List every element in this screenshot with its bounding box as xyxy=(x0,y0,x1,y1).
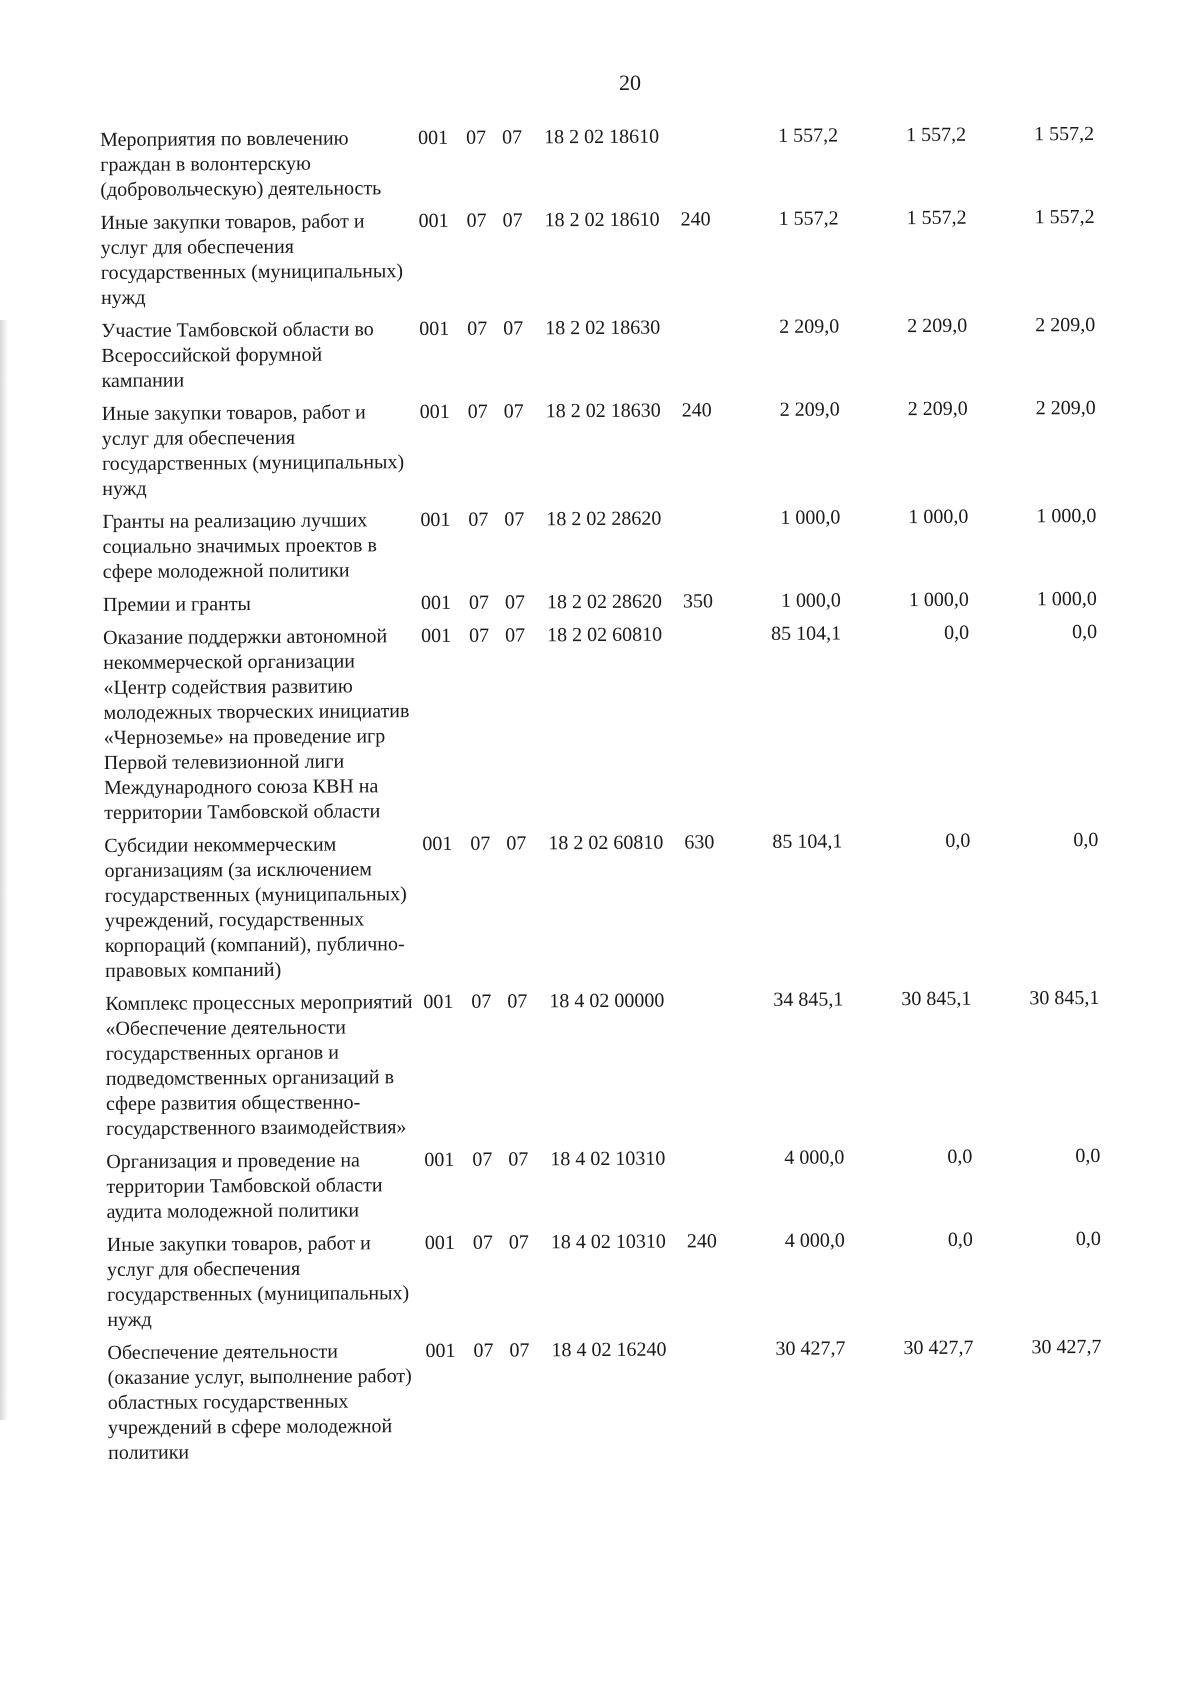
section-code: 07 xyxy=(467,317,488,340)
budget-table xyxy=(100,122,1102,1474)
amount-year-3: 1 557,2 xyxy=(1034,205,1095,229)
amount-year-2: 0,0 xyxy=(947,1145,973,1168)
target-article-code: 18 2 02 28620 xyxy=(546,507,662,531)
expense-name: Участие Тамбовской области во Всероссийской форумной кампании xyxy=(101,318,374,392)
amount-year-2: 1 557,2 xyxy=(905,123,967,147)
amount-year-1: 2 209,0 xyxy=(779,398,840,421)
section-code: 07 xyxy=(469,624,490,647)
ministry-code: 001 xyxy=(418,209,449,233)
table-row xyxy=(101,313,1095,402)
subsection-code: 07 xyxy=(504,591,525,614)
expense-type-code xyxy=(683,622,734,830)
section-code: 07 xyxy=(467,400,488,423)
expense-type-code: 350 xyxy=(682,590,713,613)
amount-year-2: 1 557,2 xyxy=(906,206,967,230)
expense-type-code xyxy=(682,506,733,589)
amount-year-1: 1 557,2 xyxy=(778,207,839,230)
expense-type-code xyxy=(681,315,732,398)
amount-year-2: 30 845,1 xyxy=(901,987,972,1011)
expense-name: Гранты на реализацию лучших социально значимых проектов в сфере молодежной политики xyxy=(102,509,377,583)
ministry-code: 001 xyxy=(419,400,450,424)
table-row xyxy=(101,205,1096,319)
table-row xyxy=(102,504,1096,593)
amount-year-1: 30 427,7 xyxy=(775,1337,846,1360)
target-article-code: 18 4 02 16240 xyxy=(551,1338,667,1362)
scan-edge-shadow xyxy=(0,320,8,1420)
amount-year-2: 0,0 xyxy=(945,829,971,852)
expense-type-code: 240 xyxy=(686,1230,717,1253)
subsection-code: 07 xyxy=(508,1148,529,1171)
subsection-code: 07 xyxy=(509,1339,530,1362)
ministry-code: 001 xyxy=(424,1231,455,1255)
table-row xyxy=(102,396,1097,510)
target-article-code: 18 2 02 18610 xyxy=(544,208,660,232)
ministry-code: 001 xyxy=(421,624,452,648)
expense-type-code xyxy=(680,124,731,207)
table-row xyxy=(106,1144,1100,1233)
amount-year-1: 4 000,0 xyxy=(784,1229,845,1252)
subsection-code: 07 xyxy=(506,832,527,855)
section-code: 07 xyxy=(466,209,487,232)
section-code: 07 xyxy=(472,1231,493,1254)
table-row xyxy=(104,828,1099,992)
ministry-code: 001 xyxy=(420,508,451,532)
table-row xyxy=(100,122,1094,211)
target-article-code: 18 2 02 60810 xyxy=(548,831,664,855)
expense-name: Оказание поддержки автономной некоммерческой организации «Центр содействия развитию молодежных творческих инициатив «Черноземье» на проведение игр Первой телевизионной лиги Международного союза КВН на территории Тамбовской области xyxy=(103,625,410,824)
page-number: 20 xyxy=(619,70,641,95)
amount-year-2: 2 209,0 xyxy=(907,314,968,338)
section-code: 07 xyxy=(465,126,487,149)
table-row xyxy=(105,986,1100,1150)
amount-year-2: 30 427,7 xyxy=(903,1336,974,1360)
target-article-code: 18 2 02 18630 xyxy=(545,316,661,340)
target-article-code: 18 2 02 28620 xyxy=(546,590,662,614)
subsection-code: 07 xyxy=(507,990,528,1013)
ministry-code: 001 xyxy=(420,591,451,615)
section-code: 07 xyxy=(471,990,492,1013)
expense-name: Обеспечение деятельности (оказание услуг, выполнение работ) областных государственных учреждений в сфере молодежной политики xyxy=(107,1340,412,1464)
section-code: 07 xyxy=(472,1148,493,1171)
expense-type-code: 630 xyxy=(684,831,715,854)
target-article-code: 18 2 02 18610 xyxy=(543,125,660,149)
expense-name: Мероприятия по вовлечению граждан в волонтерскую (добровольческую) деятельность xyxy=(100,127,382,201)
subsection-code: 07 xyxy=(504,508,525,531)
amount-year-1: 1 000,0 xyxy=(780,589,841,612)
expense-type-code xyxy=(686,1146,737,1229)
ministry-code: 001 xyxy=(418,126,449,150)
amount-year-3: 1 000,0 xyxy=(1036,504,1097,528)
expense-type-code xyxy=(687,1337,738,1470)
amount-year-3: 0,0 xyxy=(1075,1227,1101,1251)
expense-name: Комплекс процессных мероприятий «Обеспечение деятельности государственных органов и подведомственных организаций в сфере развития общественно-государственного взаимодействия» xyxy=(105,991,413,1140)
amount-year-3: 1 557,2 xyxy=(1033,122,1095,146)
expense-name: Организация и проведение на территории Тамбовской области аудита молодежной политики xyxy=(106,1149,383,1223)
amount-year-2: 1 000,0 xyxy=(908,505,969,529)
section-code: 07 xyxy=(473,1339,494,1362)
table-row xyxy=(107,1227,1102,1341)
expense-name: Иные закупки товаров, работ и услуг для обеспечения государственных (муниципальных) нужд xyxy=(100,210,404,309)
ministry-code: 001 xyxy=(422,832,453,856)
subsection-code: 07 xyxy=(502,209,523,232)
section-code: 07 xyxy=(468,591,489,614)
amount-year-1: 85 104,1 xyxy=(772,830,843,853)
subsection-code: 07 xyxy=(503,400,524,423)
ministry-code: 001 xyxy=(423,990,454,1014)
amount-year-1: 2 209,0 xyxy=(779,315,840,338)
amount-year-3: 2 209,0 xyxy=(1035,396,1096,420)
target-article-code: 18 4 02 00000 xyxy=(549,989,665,1013)
ministry-code: 001 xyxy=(425,1339,456,1363)
table-row xyxy=(103,620,1098,834)
amount-year-1: 1 000,0 xyxy=(780,506,841,529)
target-article-code: 18 2 02 18630 xyxy=(545,399,661,423)
amount-year-3: 0,0 xyxy=(1075,1144,1101,1168)
section-code: 07 xyxy=(470,832,491,855)
amount-year-2: 0,0 xyxy=(944,621,970,644)
expense-name: Иные закупки товаров, работ и услуг для обеспечения государственных (муниципальных) нужд xyxy=(101,401,405,500)
expense-type-code: 240 xyxy=(681,399,712,422)
target-article-code: 18 4 02 10310 xyxy=(550,1147,666,1171)
ministry-code: 001 xyxy=(424,1148,455,1172)
amount-year-2: 2 209,0 xyxy=(907,397,968,421)
amount-year-3: 2 209,0 xyxy=(1035,313,1096,337)
amount-year-2: 0,0 xyxy=(947,1228,973,1251)
amount-year-3: 1 000,0 xyxy=(1036,587,1097,611)
expense-name: Премии и гранты xyxy=(102,593,252,616)
amount-year-2: 1 000,0 xyxy=(908,588,969,612)
expense-type-code xyxy=(685,988,736,1146)
target-article-code: 18 2 02 60810 xyxy=(547,623,663,647)
expense-name: Субсидии некоммерческим организациям (за исключением государственных (муниципальных) учреждений, государственных корпораций (компаний), публично-правовых компаний) xyxy=(104,833,407,982)
amount-year-3: 30 845,1 xyxy=(1029,986,1100,1010)
section-code: 07 xyxy=(468,508,489,531)
amount-year-1: 4 000,0 xyxy=(784,1146,845,1169)
amount-year-1: 85 104,1 xyxy=(771,622,842,645)
amount-year-3: 0,0 xyxy=(1073,828,1099,852)
amount-year-1: 34 845,1 xyxy=(773,988,844,1011)
expense-type-code: 240 xyxy=(680,208,711,231)
table-row xyxy=(107,1335,1102,1474)
ministry-code: 001 xyxy=(419,317,450,341)
expense-name: Иные закупки товаров, работ и услуг для обеспечения государственных (муниципальных) нужд xyxy=(106,1232,410,1331)
amount-year-3: 30 427,7 xyxy=(1031,1335,1102,1359)
subsection-code: 07 xyxy=(505,624,526,647)
target-article-code: 18 4 02 10310 xyxy=(550,1230,666,1254)
subsection-code: 07 xyxy=(503,317,524,340)
subsection-code: 07 xyxy=(501,126,523,149)
subsection-code: 07 xyxy=(508,1231,529,1254)
amount-year-3: 0,0 xyxy=(1072,620,1098,644)
amount-year-1: 1 557,2 xyxy=(777,124,839,147)
